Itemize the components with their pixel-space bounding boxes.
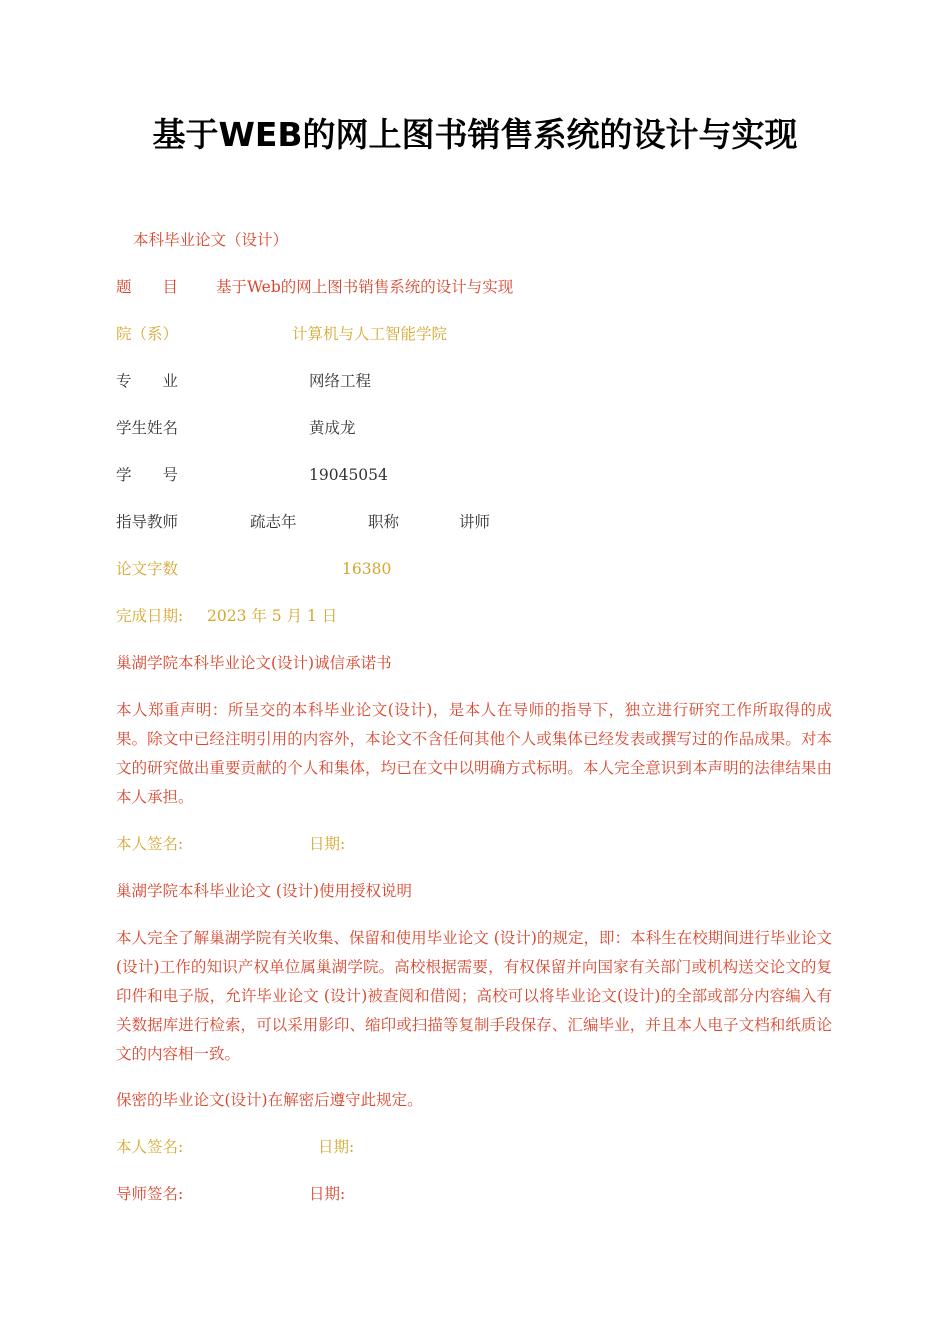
advisor-label: 指导教师 [116, 513, 179, 531]
completion-date-label: 完成日期: [116, 607, 184, 625]
topic-value: 基于Web的网上图书销售系统的设计与实现 [216, 278, 514, 296]
integrity-sign-label: 本人签名: [116, 835, 184, 853]
word-count-value: 16380 [342, 560, 392, 578]
integrity-body: 本人郑重声明：所呈交的本科毕业论文(设计)，是本人在导师的指导下，独立进行研究工作所取得的成果。除文中已经注明引用的内容外，本论文不含任何其他个人或集体已经发表或撰写过的作品成果。对本文的研究做出重要贡献的个人和集体，均已在文中以明确方式标明。本人完全意识到本声明的法律结果由本人承担。 [116, 701, 832, 806]
dept-value: 计算机与人工智能学院 [292, 325, 448, 343]
dept-label: 院（系） [116, 325, 179, 343]
authorization-sign-label: 本人签名: [116, 1138, 184, 1156]
page-title: 基于WEB的网上图书销售系统的设计与实现 [152, 115, 798, 154]
major-label: 专 业 [116, 372, 179, 390]
student-label: 学生姓名 [116, 419, 179, 437]
major-value: 网络工程 [309, 372, 372, 390]
completion-date-value: 2023 年 5 月 1 日 [207, 607, 338, 625]
student-id-label: 学 号 [116, 466, 179, 484]
advisor-value: 疏志年 [250, 513, 297, 531]
integrity-date-label: 日期: [309, 835, 346, 853]
authorization-date-label: 日期: [318, 1138, 355, 1156]
topic-label: 题 目 [116, 278, 179, 296]
word-count-label: 论文字数 [116, 560, 179, 578]
rank-label: 职称 [368, 513, 400, 531]
secret-note: 保密的毕业论文(设计)在解密后遵守此规定。 [116, 1091, 423, 1109]
authorization-heading: 巢湖学院本科毕业论文 (设计)使用授权说明 [116, 882, 413, 900]
student-value: 黄成龙 [309, 419, 356, 437]
integrity-heading: 巢湖学院本科毕业论文(设计)诚信承诺书 [116, 654, 392, 672]
doc-type: 本科毕业论文（设计） [133, 231, 289, 249]
student-id-value: 19045054 [309, 466, 388, 484]
advisor-sign-label: 导师签名: [116, 1185, 184, 1203]
rank-value: 讲师 [459, 513, 491, 531]
advisor-date-label: 日期: [309, 1185, 346, 1203]
authorization-body: 本人完全了解巢湖学院有关收集、保留和使用毕业论文 (设计)的规定，即：本科生在校期间进行毕业论文(设计)工作的知识产权单位属巢湖学院。高校根据需要，有权保留并向国家有关部门或机构送交论文的复印件和电子版，允许毕业论文 (设计)被查阅和借阅；高校可以将毕业论文(设计)的全部或部分内容编入有关数据库进行检索，可以采用影印、缩印或扫描等复制手段保存、汇编毕业，并且本人电子文档和纸质论文的内容相一致。 [116, 929, 832, 1063]
